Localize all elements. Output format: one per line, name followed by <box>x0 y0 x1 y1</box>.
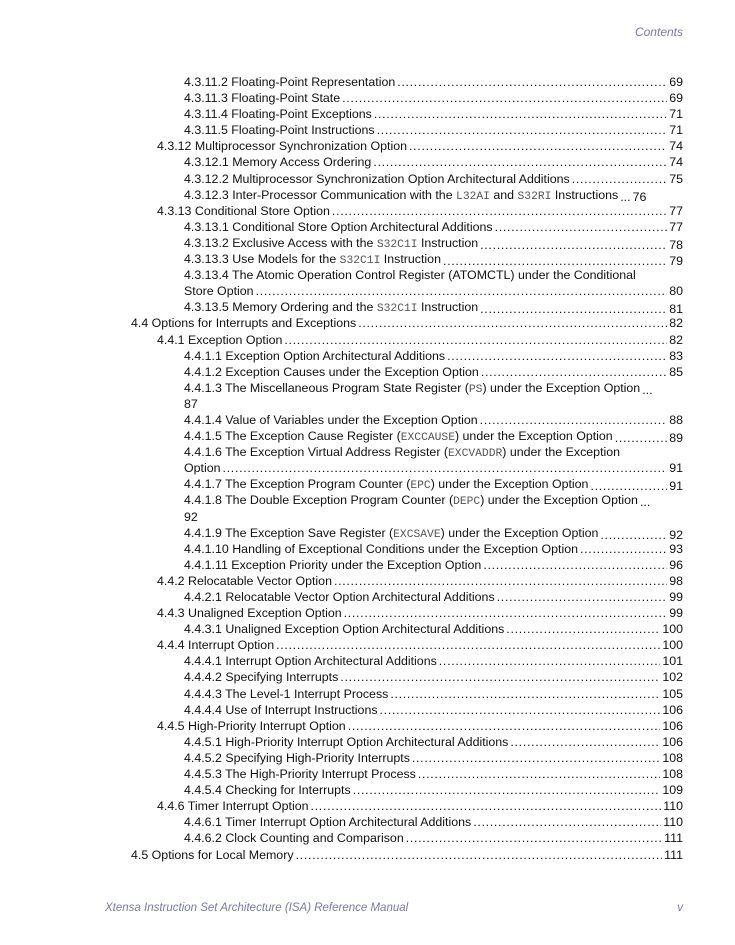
toc-entry-title <box>131 315 356 331</box>
toc-entry-title <box>184 814 471 830</box>
toc-page-number[interactable]: 98 <box>669 573 683 588</box>
entry-text-segment: 4.4.5.1 High-Priority Interrupt Option Architectural Additions <box>184 734 509 749</box>
toc-entry[interactable] <box>0 187 735 203</box>
dot-leader <box>495 219 668 235</box>
dot-leader <box>353 782 661 798</box>
toc-entry[interactable] <box>0 605 735 621</box>
register-name: EXCCAUSE <box>400 432 455 445</box>
toc-entry-title <box>184 74 395 90</box>
entry-text-segment: 4.4.2.1 Relocatable Vector Option Architectural Additions <box>184 590 495 604</box>
toc-entry-title <box>157 798 309 814</box>
toc-entry[interactable] <box>0 557 735 573</box>
toc-entry[interactable] <box>0 171 735 187</box>
dot-leader <box>344 605 668 621</box>
entry-text-segment: 4.4.6.2 Clock Counting and Comparison <box>184 831 404 846</box>
dot-leader <box>332 203 667 219</box>
toc-page-number[interactable]: 91 <box>669 479 683 494</box>
dot-leader <box>296 847 663 863</box>
dot-leader <box>406 830 662 846</box>
toc-entry[interactable] <box>0 154 735 170</box>
toc-entry[interactable] <box>0 637 735 653</box>
dot-leader <box>348 718 661 734</box>
entry-text-segment: 4.3.11.3 Floating-Point State <box>184 91 341 106</box>
toc-page-number[interactable]: 108 <box>662 767 683 782</box>
toc-page-number[interactable]: 71 <box>669 107 683 122</box>
entry-text-segment: 4.4.1 Exception Option <box>157 332 283 347</box>
register-name: EXCVADDR <box>448 448 503 461</box>
entry-text-segment: 4.3.12 Multiprocessor Synchronization Option <box>157 139 408 154</box>
toc-page-number[interactable]: 79 <box>669 254 683 269</box>
toc-page-number[interactable]: 100 <box>662 638 683 653</box>
entry-text-segment: 4.4.4 Interrupt Option <box>157 638 275 653</box>
toc-entry-title <box>157 332 282 348</box>
toc-entry-title <box>184 106 372 122</box>
toc-entry[interactable] <box>0 380 735 412</box>
entry-text-segment: ) under the Exception Option <box>482 380 641 395</box>
entry-text-segment: 4.4.5.3 The High-Priority Interrupt Process <box>184 767 416 782</box>
entry-text-segment: 4.4 Options for Interrupts and Exceptions <box>131 316 357 331</box>
entry-text-segment: 4.3.13 Conditional Store Option <box>157 203 330 218</box>
dot-leader <box>223 460 668 476</box>
dot-leader <box>284 332 667 348</box>
toc-page-number[interactable]: 77 <box>669 203 683 218</box>
toc-entry[interactable] <box>0 766 735 782</box>
register-name: S32C1I <box>376 303 418 316</box>
toc-entry-title <box>184 460 221 476</box>
entry-text-segment: 4.5 Options for Local Memory <box>131 847 294 862</box>
toc-page-number[interactable]: 75 <box>669 171 683 186</box>
dot-leader <box>506 621 660 637</box>
toc-entry-title <box>184 348 445 364</box>
toc-entry[interactable] <box>0 364 735 380</box>
toc-page-number[interactable]: 69 <box>669 91 683 106</box>
running-header: Contents <box>634 25 683 39</box>
toc-entry[interactable] <box>0 122 735 138</box>
dot-leader <box>342 90 667 106</box>
toc-entry-title <box>184 122 375 138</box>
toc-entry-title <box>184 669 338 685</box>
dot-leader <box>418 766 660 782</box>
entry-text-segment: 4.4.1.7 The Exception Program Counter ( <box>184 477 411 492</box>
toc-entry[interactable] <box>0 814 735 830</box>
entry-text-segment: 4.4.4.2 Specifying Interrupts <box>184 670 339 685</box>
toc-page-number[interactable]: 80 <box>669 284 683 299</box>
entry-text-segment: 4.3.11.4 Floating-Point Exceptions <box>184 107 372 122</box>
dot-leader <box>380 702 661 718</box>
entry-text-segment: 4.3.13.2 Exclusive Access with the <box>184 235 377 250</box>
dot-leader <box>397 74 667 90</box>
dot-leader <box>377 122 668 138</box>
dot-leader <box>334 573 667 589</box>
toc-page-number[interactable]: 102 <box>662 670 683 685</box>
toc-page-number[interactable]: 100 <box>662 622 683 637</box>
toc-entry-title <box>184 267 636 283</box>
toc-entry-title <box>184 154 371 170</box>
toc-entry[interactable] <box>0 541 735 557</box>
toc-page-number[interactable]: 101 <box>662 654 683 669</box>
toc-entry-title <box>157 138 407 154</box>
toc-entry-title <box>184 90 340 106</box>
entry-text-segment: ) under the Exception Option <box>430 477 589 492</box>
toc-page-number[interactable]: 110 <box>663 799 683 814</box>
toc-page-number[interactable]: 85 <box>669 364 683 379</box>
dot-leader <box>497 589 668 605</box>
toc-page-number[interactable]: 87 <box>184 396 198 411</box>
dot-leader <box>481 364 667 380</box>
entry-text-segment: ) under the Exception Option <box>440 525 599 540</box>
toc-entry[interactable] <box>0 74 735 90</box>
toc-entry[interactable] <box>0 138 735 154</box>
entry-text-segment: 4.3.12.3 Inter-Processor Communication with the <box>184 187 457 202</box>
entry-text-segment: 4.4.2 Relocatable Vector Option <box>157 573 332 588</box>
toc-page-number[interactable]: 76 <box>632 189 647 204</box>
toc-entry-title <box>157 605 342 621</box>
entry-text-segment: 4.3.11.5 Floating-Point Instructions <box>184 123 375 138</box>
toc-entry-title <box>184 364 479 380</box>
entry-text-segment: ) under the Exception <box>502 445 621 460</box>
toc-entry-title <box>157 573 332 589</box>
toc-entry-title <box>184 734 508 750</box>
entry-text-segment: and <box>489 187 518 202</box>
entry-text-segment: 4.4.3 Unaligned Exception Option <box>157 606 342 621</box>
entry-text-segment: Instruction <box>380 252 441 267</box>
toc-entry[interactable] <box>0 492 735 524</box>
toc-entry[interactable] <box>0 669 735 685</box>
toc-page-number[interactable]: 81 <box>669 302 683 317</box>
entry-text-segment: 4.3.13.3 Use Models for the <box>184 252 340 267</box>
register-name: EXCSAVE <box>393 528 441 541</box>
toc-entry[interactable] <box>0 267 735 299</box>
dot-leader <box>572 171 668 187</box>
toc-page-number[interactable]: 91 <box>669 461 683 476</box>
toc-page-number[interactable]: 88 <box>669 412 683 427</box>
dot-leader <box>340 669 660 685</box>
toc-entry[interactable] <box>0 573 735 589</box>
dot-leader <box>483 557 667 573</box>
toc-entry-title <box>184 830 404 846</box>
toc-page-number[interactable]: 77 <box>669 219 683 234</box>
entry-text-segment: Instructions <box>551 187 619 202</box>
entry-text-segment: Instruction <box>417 300 479 315</box>
dot-leader <box>510 734 660 750</box>
toc-entry-title <box>184 219 493 235</box>
toc-page-number[interactable]: 106 <box>662 734 683 749</box>
toc-entry-title <box>184 621 504 637</box>
entry-text-segment: 4.4.1.3 The Miscellaneous Program State Register ( <box>184 380 469 395</box>
register-name: S32C1I <box>376 238 418 251</box>
toc-entry[interactable] <box>0 476 735 492</box>
toc-entry[interactable] <box>0 251 735 267</box>
dot-leader <box>373 154 667 170</box>
entry-text-segment: 4.3.13.4 The Atomic Operation Control Register (ATOMCTL) under the Conditional <box>184 268 636 283</box>
entry-text-segment: 4.4.6 Timer Interrupt Option <box>157 799 309 814</box>
toc-page-number[interactable]: 105 <box>662 686 683 701</box>
toc-entry[interactable] <box>0 203 735 219</box>
toc-entry[interactable] <box>0 847 735 863</box>
entry-text-segment: 4.4.4.1 Interrupt Option Architectural Additions <box>184 654 437 669</box>
toc-page-number[interactable]: 69 <box>669 75 683 89</box>
register-name: EPC <box>410 480 431 493</box>
toc-page-number[interactable]: 111 <box>664 847 683 862</box>
toc-entry[interactable] <box>0 653 735 669</box>
dot-leader <box>409 138 667 154</box>
entry-text-segment: 4.3.13.5 Memory Ordering and the <box>184 300 377 315</box>
toc-entry-title <box>184 283 254 299</box>
register-name: S32RI <box>517 190 552 203</box>
dot-leader <box>276 637 660 653</box>
toc-entry-title <box>184 557 481 573</box>
toc-entry-title <box>184 702 378 718</box>
toc-page-number[interactable]: 89 <box>669 431 683 446</box>
toc-entry-title <box>184 686 388 702</box>
toc-entry[interactable] <box>0 332 735 348</box>
entry-text-segment: 4.4.1.6 The Exception Virtual Address Register ( <box>184 445 449 460</box>
toc-entry-title <box>184 750 410 766</box>
toc-entry-title <box>131 847 294 863</box>
dot-leader: ... <box>620 189 631 204</box>
entry-text-segment: 4.4.1.11 Exception Priority under the Exception Option <box>184 557 482 572</box>
toc-page-number[interactable]: 74 <box>669 139 683 154</box>
toc-entry-title <box>184 412 478 428</box>
toc-entry-title <box>157 203 330 219</box>
entry-text-segment: 4.4.1.5 The Exception Cause Register ( <box>184 429 401 444</box>
page-number: v <box>677 902 683 914</box>
toc-entry[interactable] <box>0 412 735 428</box>
toc-entry[interactable] <box>0 782 735 798</box>
entry-text-segment: 4.4.5 High-Priority Interrupt Option <box>157 718 346 733</box>
toc-page-number[interactable]: 82 <box>669 332 683 347</box>
toc-page-number[interactable]: 96 <box>669 557 683 572</box>
toc-entry[interactable] <box>0 750 735 766</box>
dot-leader: ... <box>642 382 653 397</box>
toc-entry[interactable] <box>0 348 735 364</box>
entry-text-segment: 4.4.5.2 Specifying High-Priority Interrupts <box>184 750 410 765</box>
entry-text-segment: 4.3.13.1 Conditional Store Option Architectural Additions <box>184 219 493 234</box>
toc-page-number[interactable]: 92 <box>184 509 198 524</box>
entry-text-segment: 4.4.4.4 Use of Interrupt Instructions <box>184 702 378 717</box>
dot-leader <box>447 348 667 364</box>
dot-leader <box>390 686 660 702</box>
toc-entry[interactable] <box>0 525 735 541</box>
toc-entry[interactable] <box>0 428 735 444</box>
register-name: S32C1I <box>339 255 381 268</box>
toc-entry-title <box>184 766 416 782</box>
entry-text-segment: Option <box>184 461 221 476</box>
entry-text-segment: ) under the Exception Option <box>454 429 613 444</box>
entry-text-segment: 4.4.1.9 The Exception Save Register ( <box>184 525 394 540</box>
toc-entry[interactable] <box>0 299 735 315</box>
toc-entry-title <box>184 541 578 557</box>
toc-entry-title <box>184 171 570 187</box>
dot-leader <box>580 541 667 557</box>
dot-leader <box>256 283 668 299</box>
toc-page-number[interactable]: 108 <box>662 750 683 765</box>
toc-entry[interactable] <box>0 718 735 734</box>
toc-entry-title <box>184 653 437 669</box>
toc-entry[interactable] <box>0 444 735 476</box>
entry-text-segment: Store Option <box>184 284 254 299</box>
toc-page-number[interactable]: 82 <box>669 316 683 331</box>
toc-page-number[interactable]: 99 <box>669 590 683 604</box>
dot-leader <box>311 798 662 814</box>
entry-text-segment: 4.4.5.4 Checking for Interrupts <box>184 783 351 798</box>
toc-entry-title <box>184 782 351 798</box>
entry-text-segment: Instruction <box>417 235 479 250</box>
entry-text-segment: 4.4.1.8 The Double Exception Program Counter ( <box>184 493 454 508</box>
dot-leader <box>358 315 667 331</box>
toc-entry[interactable] <box>0 830 735 846</box>
toc-entry[interactable] <box>0 798 735 814</box>
toc-entry[interactable] <box>0 621 735 637</box>
dot-leader <box>412 750 660 766</box>
toc-page-number[interactable]: 78 <box>669 237 683 252</box>
toc-entry[interactable] <box>0 219 735 235</box>
toc-entry-title <box>184 589 495 605</box>
entry-text-segment: 4.4.1.4 Value of Variables under the Exception Option <box>184 412 478 427</box>
entry-text-segment: 4.4.6.1 Timer Interrupt Option Architectural Additions <box>184 815 472 830</box>
toc-page-number[interactable]: 99 <box>669 606 683 621</box>
register-name: PS <box>468 383 483 396</box>
toc-entry[interactable] <box>0 106 735 122</box>
toc-page-number[interactable]: 110 <box>663 815 683 830</box>
toc-entry[interactable] <box>0 734 735 750</box>
toc-entry-title <box>157 637 274 653</box>
toc-entry[interactable] <box>0 702 735 718</box>
entry-text-segment: ) under the Exception Option <box>480 493 638 508</box>
toc-page-number[interactable]: 74 <box>669 155 683 170</box>
toc-page-number[interactable]: 93 <box>669 541 683 556</box>
toc-entry[interactable] <box>0 235 735 251</box>
entry-text-segment: 4.4.1.10 Handling of Exceptional Conditions under the Exception Option <box>184 541 579 556</box>
register-name: L32AI <box>456 190 490 203</box>
entry-text-segment: 4.4.1.2 Exception Causes under the Exception Option <box>184 364 479 379</box>
toc-page-number[interactable]: 83 <box>669 348 683 363</box>
entry-text-segment: 4.4.4.3 The Level-1 Interrupt Process <box>184 686 389 701</box>
entry-text-segment: 4.4.3.1 Unaligned Exception Option Architectural Additions <box>184 622 505 637</box>
dot-leader <box>374 106 667 122</box>
entry-text-segment: 4.4.1.1 Exception Option Architectural Additions <box>184 348 446 363</box>
toc-page-number[interactable]: 92 <box>669 527 683 542</box>
toc-entry[interactable] <box>0 315 735 331</box>
table-of-contents <box>0 74 735 863</box>
toc-page-number[interactable]: 106 <box>662 702 683 717</box>
toc-page-number[interactable]: 106 <box>662 718 683 733</box>
entry-text-segment: 4.3.12.1 Memory Access Ordering <box>184 155 372 170</box>
running-footer-title: Xtensa Instruction Set Architecture (ISA) Reference Manual <box>105 902 409 914</box>
toc-entry-title <box>157 718 346 734</box>
toc-page-number[interactable]: 111 <box>664 831 683 846</box>
toc-entry[interactable] <box>0 686 735 702</box>
toc-entry[interactable] <box>0 90 735 106</box>
register-name: DEPC <box>453 496 481 509</box>
entry-text-segment: 4.3.11.2 Floating-Point Representation <box>184 75 396 89</box>
toc-page-number[interactable]: 109 <box>662 783 683 798</box>
entry-text-segment: 4.3.12.2 Multiprocessor Synchronization Option Architectural Additions <box>184 171 570 186</box>
dot-leader <box>439 653 661 669</box>
toc-page-number[interactable]: 71 <box>669 123 683 138</box>
dot-leader: ... <box>639 495 651 510</box>
dot-leader <box>480 412 668 428</box>
toc-entry[interactable] <box>0 589 735 605</box>
dot-leader <box>473 814 661 830</box>
